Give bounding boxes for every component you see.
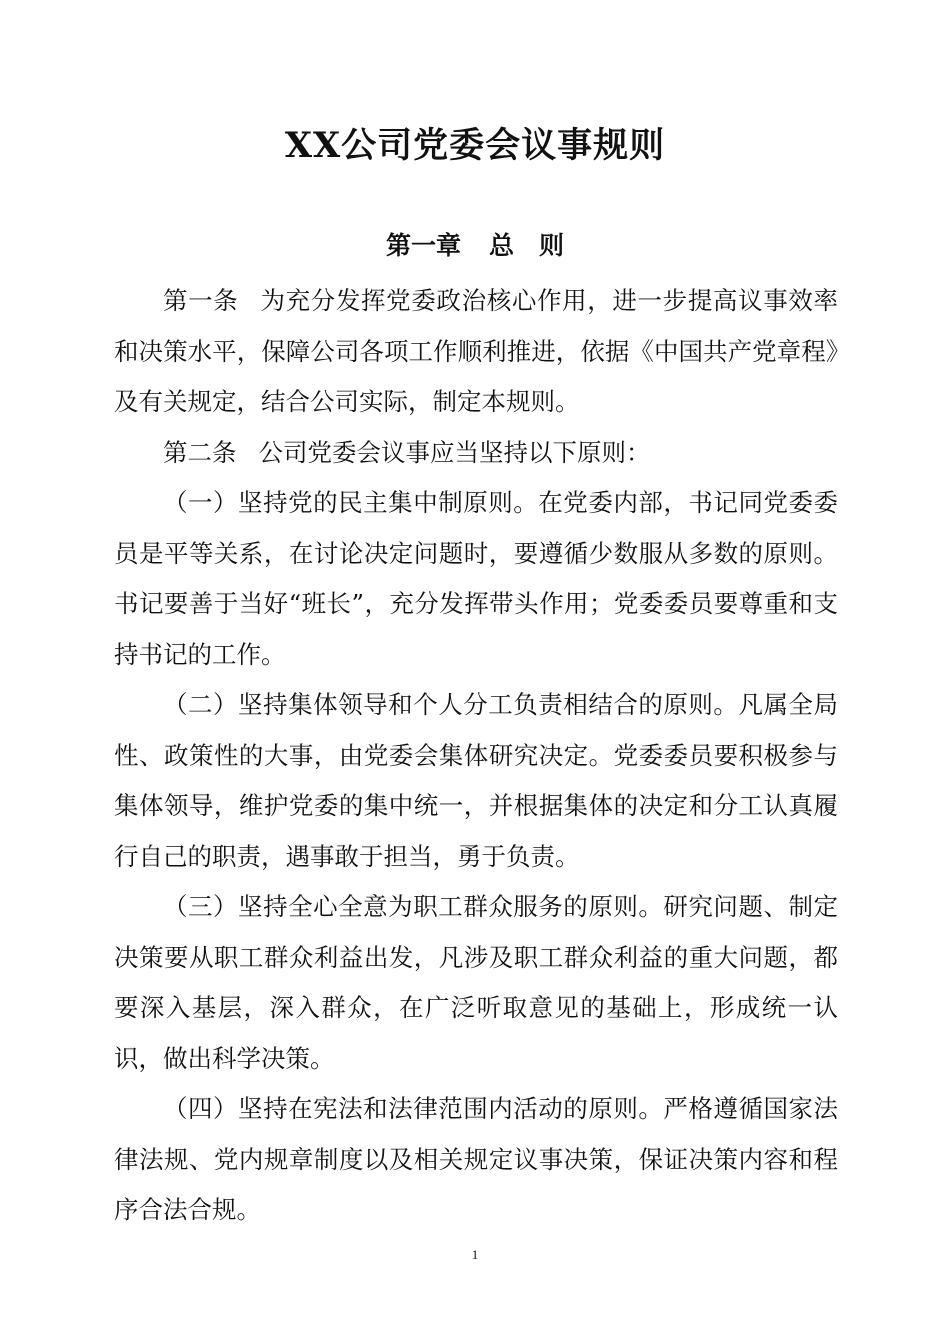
- principle-4: （四）坚持在宪法和法律范围内活动的原则。严格遵循国家法律法规、党内规章制度以及相关规定议事决策，保证决策内容和程序合法合规。: [114, 1094, 838, 1224]
- article-1-text: 为充分发挥党委政治核心作用，进一步提高议事效率和决策水平，保障公司各项工作顺利推进，依据《中国共产党章程》及有关规定，结合公司实际，制定本规则。: [114, 286, 839, 416]
- principle-3: （三）坚持全心全意为职工群众服务的原则。研究问题、制定决策要从职工群众利益出发，凡涉及职工群众利益的重大问题，都要深入基层，深入群众，在广泛听取意见的基础上，形成统一认识，做出科学决策。: [114, 892, 838, 1073]
- principle-2: （二）坚持集体领导和个人分工负责相结合的原则。凡属全局性、政策性的大事，由党委会集体研究决定。党委委员要积极参与集体领导，维护党委的集中统一，并根据集体的决定和分工认真履行自己的职责，遇事敢于担当，勇于负责。: [114, 690, 838, 871]
- chapter-heading: [0, 226, 950, 266]
- chapter-label: 第一章: [385, 231, 461, 260]
- article-2-text: 公司党委会议事应当坚持以下原则：: [258, 437, 651, 467]
- document-body: [114, 276, 838, 1236]
- article-1: [114, 276, 838, 428]
- page-number: 1: [471, 1247, 479, 1262]
- article-2-head: 第二条: [163, 437, 237, 467]
- article-1-head: 第一条: [163, 286, 239, 315]
- principle-1: （一）坚持党的民主集中制原则。在党委内部，书记同党委委员是平等关系，在讨论决定问题时，要遵循少数服从多数的原则。书记要善于当好“班长”，充分发挥带头作用；党委委员要尊重和支持书记的工作。: [114, 488, 838, 669]
- article-2: [114, 428, 838, 479]
- chapter-name: 总 则: [489, 231, 565, 260]
- document-title: XX公司党委会议事规则: [284, 125, 666, 166]
